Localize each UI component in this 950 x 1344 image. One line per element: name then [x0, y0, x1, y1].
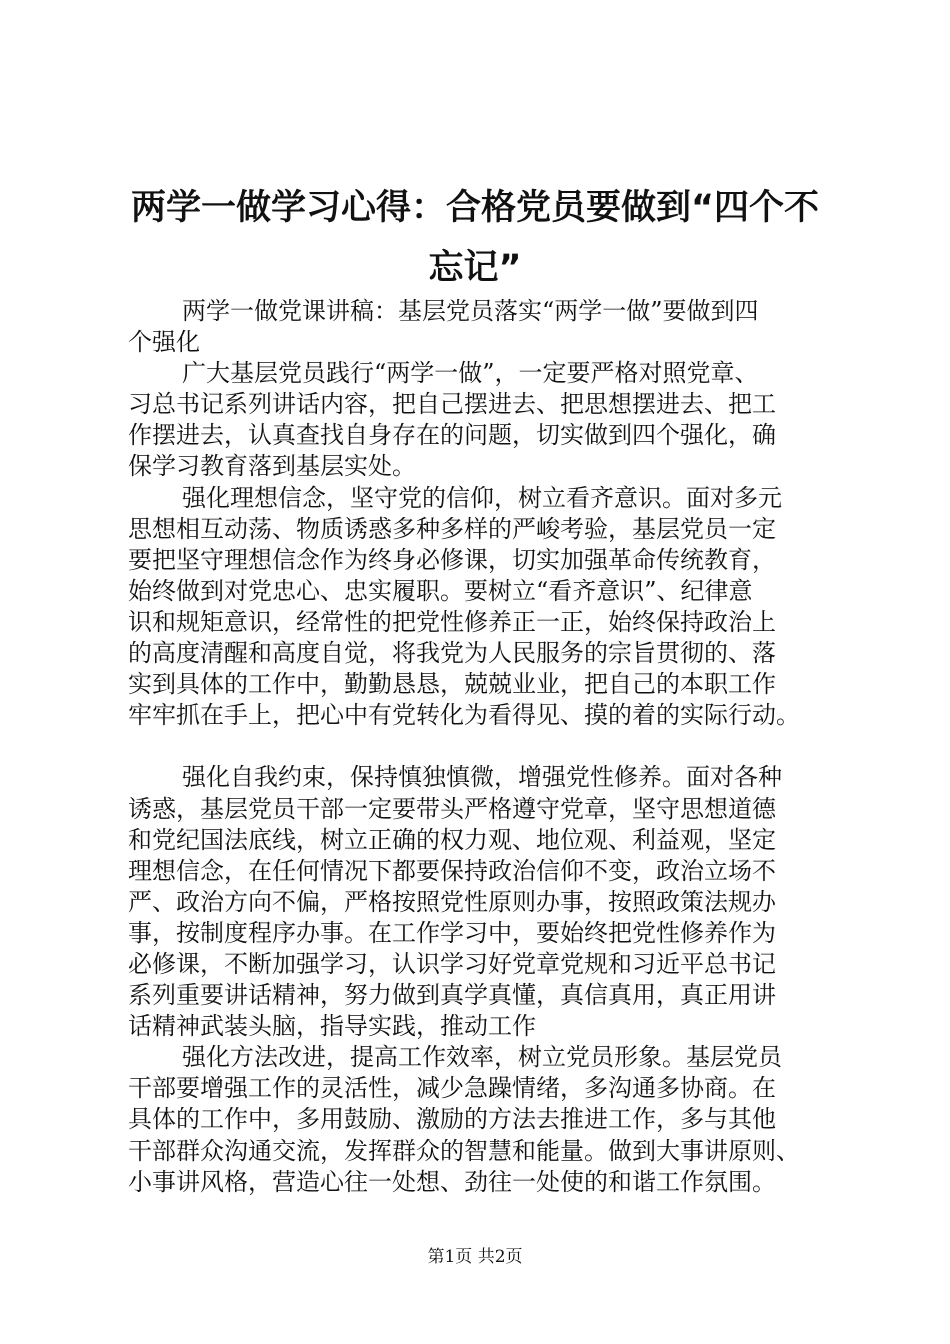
paragraph	[128, 762, 848, 1042]
paragraph-line: 强化自我约束，保持慎独慎微，增强党性修养。面对各种	[182, 763, 782, 792]
paragraph-line: 具体的工作中，多用鼓励、激励的方法去推进工作，多与其他	[128, 1105, 776, 1134]
paragraph-line: 两学一做党课讲稿：基层党员落实“两学一做”要做到四	[182, 297, 759, 325]
paragraph-line: 干部群众沟通交流，发挥群众的智慧和能量。做到大事讲原则、	[128, 1136, 800, 1165]
paragraph-line: 作摆进去，认真查找自身存在的问题，切实做到四个强化，确	[128, 421, 776, 450]
paragraph-line: 话精神武装头脑，指导实践，推动工作	[128, 1012, 536, 1041]
paragraph-line: 严、政治方向不偏，严格按照党性原则办事，按照政策法规办	[128, 887, 776, 916]
paragraph-line: 习总书记系列讲话内容，把自己摆进去、把思想摆进去、把工	[128, 390, 776, 419]
paragraph-line: 事，按制度程序办事。在工作学习中，要始终把党性修养作为	[128, 918, 776, 947]
document-title-line-2: 忘记”	[428, 248, 522, 288]
paragraph-line: 始终做到对党忠心、忠实履职。要树立“看齐意识”、纪律意	[128, 576, 753, 605]
document-title-line-1: 两学一做学习心得：合格党员要做到“四个不	[130, 188, 819, 228]
page-footer: 第1页 共2页	[427, 1247, 523, 1267]
paragraph-line: 强化方法改进，提高工作效率，树立党员形象。基层党员	[182, 1043, 782, 1072]
paragraph-line: 个强化	[128, 328, 200, 357]
paragraph-line: 理想信念，在任何情况下都要保持政治信仰不变，政治立场不	[128, 856, 776, 885]
paragraph-line: 保学习教育落到基层实处。	[128, 452, 416, 481]
paragraph-line: 系列重要讲话精神，努力做到真学真懂，真信真用，真正用讲	[128, 981, 776, 1010]
paragraph-line: 的高度清醒和高度自觉，将我党为人民服务的宗旨贯彻的、落	[128, 639, 776, 668]
paragraph-spacer	[128, 731, 848, 762]
paragraph	[128, 296, 848, 358]
document-body	[128, 296, 848, 1198]
paragraph-line: 和党纪国法底线，树立正确的权力观、地位观、利益观，坚定	[128, 825, 776, 854]
paragraph-line: 思想相互动荡、物质诱惑多种多样的严峻考验，基层党员一定	[128, 514, 776, 543]
paragraph-line: 诱惑，基层党员干部一定要带头严格遵守党章，坚守思想道德	[128, 794, 776, 823]
paragraph-line: 实到具体的工作中，勤勤恳恳，兢兢业业，把自己的本职工作	[128, 670, 776, 699]
paragraph-line: 要把坚守理想信念作为终身必修课，切实加强革命传统教育，	[128, 545, 776, 574]
paragraph-line: 小事讲风格，营造心往一处想、劲往一处使的和谐工作氛围。	[128, 1167, 776, 1196]
paragraph-line: 识和规矩意识，经常性的把党性修养正一正，始终保持政治上	[128, 607, 776, 636]
paragraph-line: 干部要增强工作的灵活性，减少急躁情绪，多沟通多协商。在	[128, 1074, 776, 1103]
paragraph-line: 广大基层党员践行“两学一做”，一定要严格对照党章、	[182, 359, 759, 388]
paragraph-line: 必修课，不断加强学习，认识学习好党章党规和习近平总书记	[128, 949, 776, 978]
paragraph-line: 强化理想信念，坚守党的信仰，树立看齐意识。面对多元	[182, 483, 782, 512]
paragraph	[128, 483, 848, 732]
paragraph	[128, 1042, 848, 1197]
paragraph	[128, 358, 848, 482]
paragraph-line: 牢牢抓在手上，把心中有党转化为看得见、摸的着的实际行动。	[128, 701, 800, 730]
